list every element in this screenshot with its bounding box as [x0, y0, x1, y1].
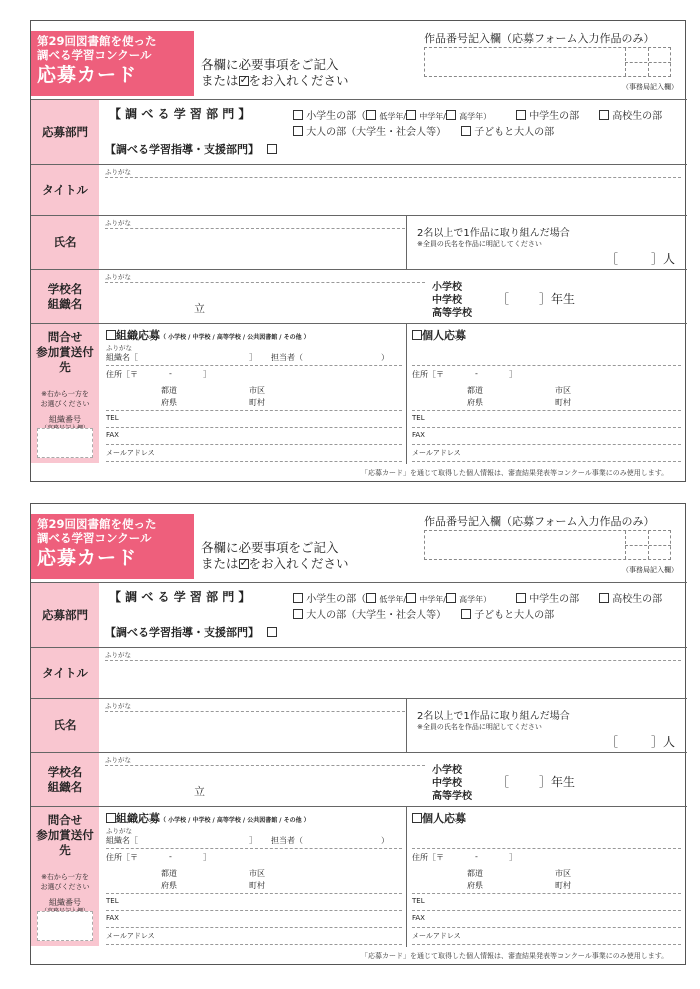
group-apply-label: 組織応募 [116, 812, 160, 825]
middle-grade-checkbox[interactable] [406, 110, 416, 120]
elementary-checkbox[interactable] [293, 110, 303, 120]
instruction: 各欄に必要事項をご記入 または✓ をお入れください [201, 57, 349, 89]
card-header [31, 514, 194, 579]
individual-apply-label: 個人応募 [422, 812, 466, 825]
research-dept-label: 【 調 べ る 学 習 部 門 】 [109, 107, 251, 121]
work-number-note: （事務局記入欄） [622, 566, 678, 574]
card-title: 応募カード [37, 547, 138, 569]
checkmark-icon [239, 559, 249, 569]
category-label: 応募部門 [31, 583, 99, 647]
instruction: 各欄に必要事項をご記入 または✓ をお入れください [201, 540, 349, 572]
contact-label: 問合せ 参加賞送付先 ※右から一方を お選びください 組織番号 [31, 807, 99, 946]
name-row: 氏名 ふりがな 2名以上で1作品に取り組んだ場合 ※全員の氏名を作品に明記してください ［ ］人 [31, 698, 687, 752]
card-title: 応募カード [37, 64, 138, 86]
child-adult-checkbox[interactable] [461, 609, 471, 619]
elementary-checkbox[interactable] [293, 593, 303, 603]
grade-field[interactable]: ］年生 [539, 775, 576, 789]
guidance-checkbox[interactable] [267, 144, 277, 154]
title-row: タイトル ふりがな [31, 647, 687, 698]
upper-grade-checkbox[interactable] [446, 593, 456, 603]
org-number-box[interactable] [37, 428, 93, 458]
group-apply-checkbox[interactable] [106, 330, 116, 340]
name-row: 氏名 ふりがな 2名以上で1作品に取り組んだ場合 ※全員の氏名を作品に明記してください ［ ］人 [31, 215, 687, 269]
people-count-field[interactable]: ］人 [651, 252, 676, 266]
work-number-box[interactable] [424, 530, 671, 560]
name-label: 氏名 [31, 216, 99, 269]
high-school-checkbox[interactable] [599, 593, 609, 603]
category-row: 応募部門 【 調 べ る 学 習 部 門 】 小学生の部（ 低学年/ 中学年/ 高学年） 中学生の部 高校生の部 大人の部（大学生・社会人等） 子どもと大人の部 【調べる学習指導・支援部門】 [31, 99, 687, 164]
upper-grade-checkbox[interactable] [446, 110, 456, 120]
contact-row: 問合せ 参加賞送付先 ※右から一方を お選びください 組織番号 組織応募（ 小学校 / 中学校 / 高等学校 / 公共図書館 / その他 ） ふりがな 組織名［ ］ 担当者（ ） 住所［〒 - ］ 都道 府県 市区 町村 TEL FAX メールアドレス 個人応募 住所［〒 - ］ 都道 府県 市区 町村 TEL FAX メールアドレス [31, 323, 687, 463]
child-adult-checkbox[interactable] [461, 126, 471, 136]
guidance-dept-label: 【調べる学習指導・支援部門】 [105, 143, 259, 156]
group-note: ※全員の氏名を作品に明記してください [417, 723, 542, 731]
research-dept-label: 【 調 べ る 学 習 部 門 】 [109, 590, 251, 604]
title-label: タイトル [31, 648, 99, 698]
contact-row: 問合せ 参加賞送付先 ※右から一方を お選びください 組織番号 組織応募（ 小学校 / 中学校 / 高等学校 / 公共図書館 / その他 ） ふりがな 組織名［ ］ 担当者（ ） 住所［〒 - ］ 都道 府県 市区 町村 TEL FAX メールアドレス 個人応募 住所［〒 - ］ 都道 府県 市区 町村 TEL FAX メールアドレス [31, 806, 687, 946]
contact-label: 問合せ 参加賞送付先 ※右から一方を お選びください 組織番号 [31, 324, 99, 463]
school-row: 学校名 組織名 ふりがな 立 小学校 中学校 高等学校 ［ ］年生 [31, 269, 687, 323]
checkmark-icon [239, 76, 249, 86]
header-line2: 調べる学習コンクール [37, 48, 152, 62]
school-label: 学校名 組織名 [31, 753, 99, 806]
name-label: 氏名 [31, 699, 99, 752]
group-text: 2名以上で1作品に取り組んだ場合 [417, 711, 570, 722]
category-row: 応募部門 【 調 べ る 学 習 部 門 】 小学生の部（ 低学年/ 中学年/ 高学年） 中学生の部 高校生の部 大人の部（大学生・社会人等） 子どもと大人の部 【調べる学習指導・支援部門】 [31, 582, 687, 647]
individual-apply-label: 個人応募 [422, 329, 466, 342]
title-label: タイトル [31, 165, 99, 215]
privacy-footer: 「応募カード」を通じて取得した個人情報は、審査結果発表等コンクール事業にのみ使用します。 [361, 952, 669, 960]
middle-grade-checkbox[interactable] [406, 593, 416, 603]
school-row: 学校名 組織名 ふりがな 立 小学校 中学校 高等学校 ［ ］年生 [31, 752, 687, 806]
group-note: ※全員の氏名を作品に明記してください [417, 240, 542, 248]
lower-grade-checkbox[interactable] [366, 110, 376, 120]
school-label: 学校名 組織名 [31, 270, 99, 323]
category-label: 応募部門 [31, 100, 99, 164]
application-card-1 [30, 20, 686, 482]
grade-field[interactable]: ］年生 [539, 292, 576, 306]
group-text: 2名以上で1作品に取り組んだ場合 [417, 228, 570, 239]
work-number-label: 作品番号記入欄（応募フォーム入力作品のみ） [424, 32, 655, 45]
group-apply-checkbox[interactable] [106, 813, 116, 823]
individual-apply-checkbox[interactable] [412, 813, 422, 823]
high-school-checkbox[interactable] [599, 110, 609, 120]
card-header [31, 31, 194, 96]
junior-high-checkbox[interactable] [516, 110, 526, 120]
junior-high-checkbox[interactable] [516, 593, 526, 603]
group-apply-label: 組織応募 [116, 329, 160, 342]
adult-checkbox[interactable] [293, 609, 303, 619]
adult-checkbox[interactable] [293, 126, 303, 136]
application-card-2 [30, 503, 686, 965]
org-number-box[interactable] [37, 911, 93, 941]
header-line1: 第29回図書館を使った [37, 34, 157, 48]
guidance-checkbox[interactable] [267, 627, 277, 637]
title-row: タイトル ふりがな [31, 164, 687, 215]
work-number-note: （事務局記入欄） [622, 83, 678, 91]
work-number-box[interactable] [424, 47, 671, 77]
guidance-dept-label: 【調べる学習指導・支援部門】 [105, 626, 259, 639]
header-line2: 調べる学習コンクール [37, 531, 152, 545]
header-line1: 第29回図書館を使った [37, 517, 157, 531]
individual-apply-checkbox[interactable] [412, 330, 422, 340]
work-number-label: 作品番号記入欄（応募フォーム入力作品のみ） [424, 515, 655, 528]
lower-grade-checkbox[interactable] [366, 593, 376, 603]
privacy-footer: 「応募カード」を通じて取得した個人情報は、審査結果発表等コンクール事業にのみ使用します。 [361, 469, 669, 477]
people-count-field[interactable]: ］人 [651, 735, 676, 749]
